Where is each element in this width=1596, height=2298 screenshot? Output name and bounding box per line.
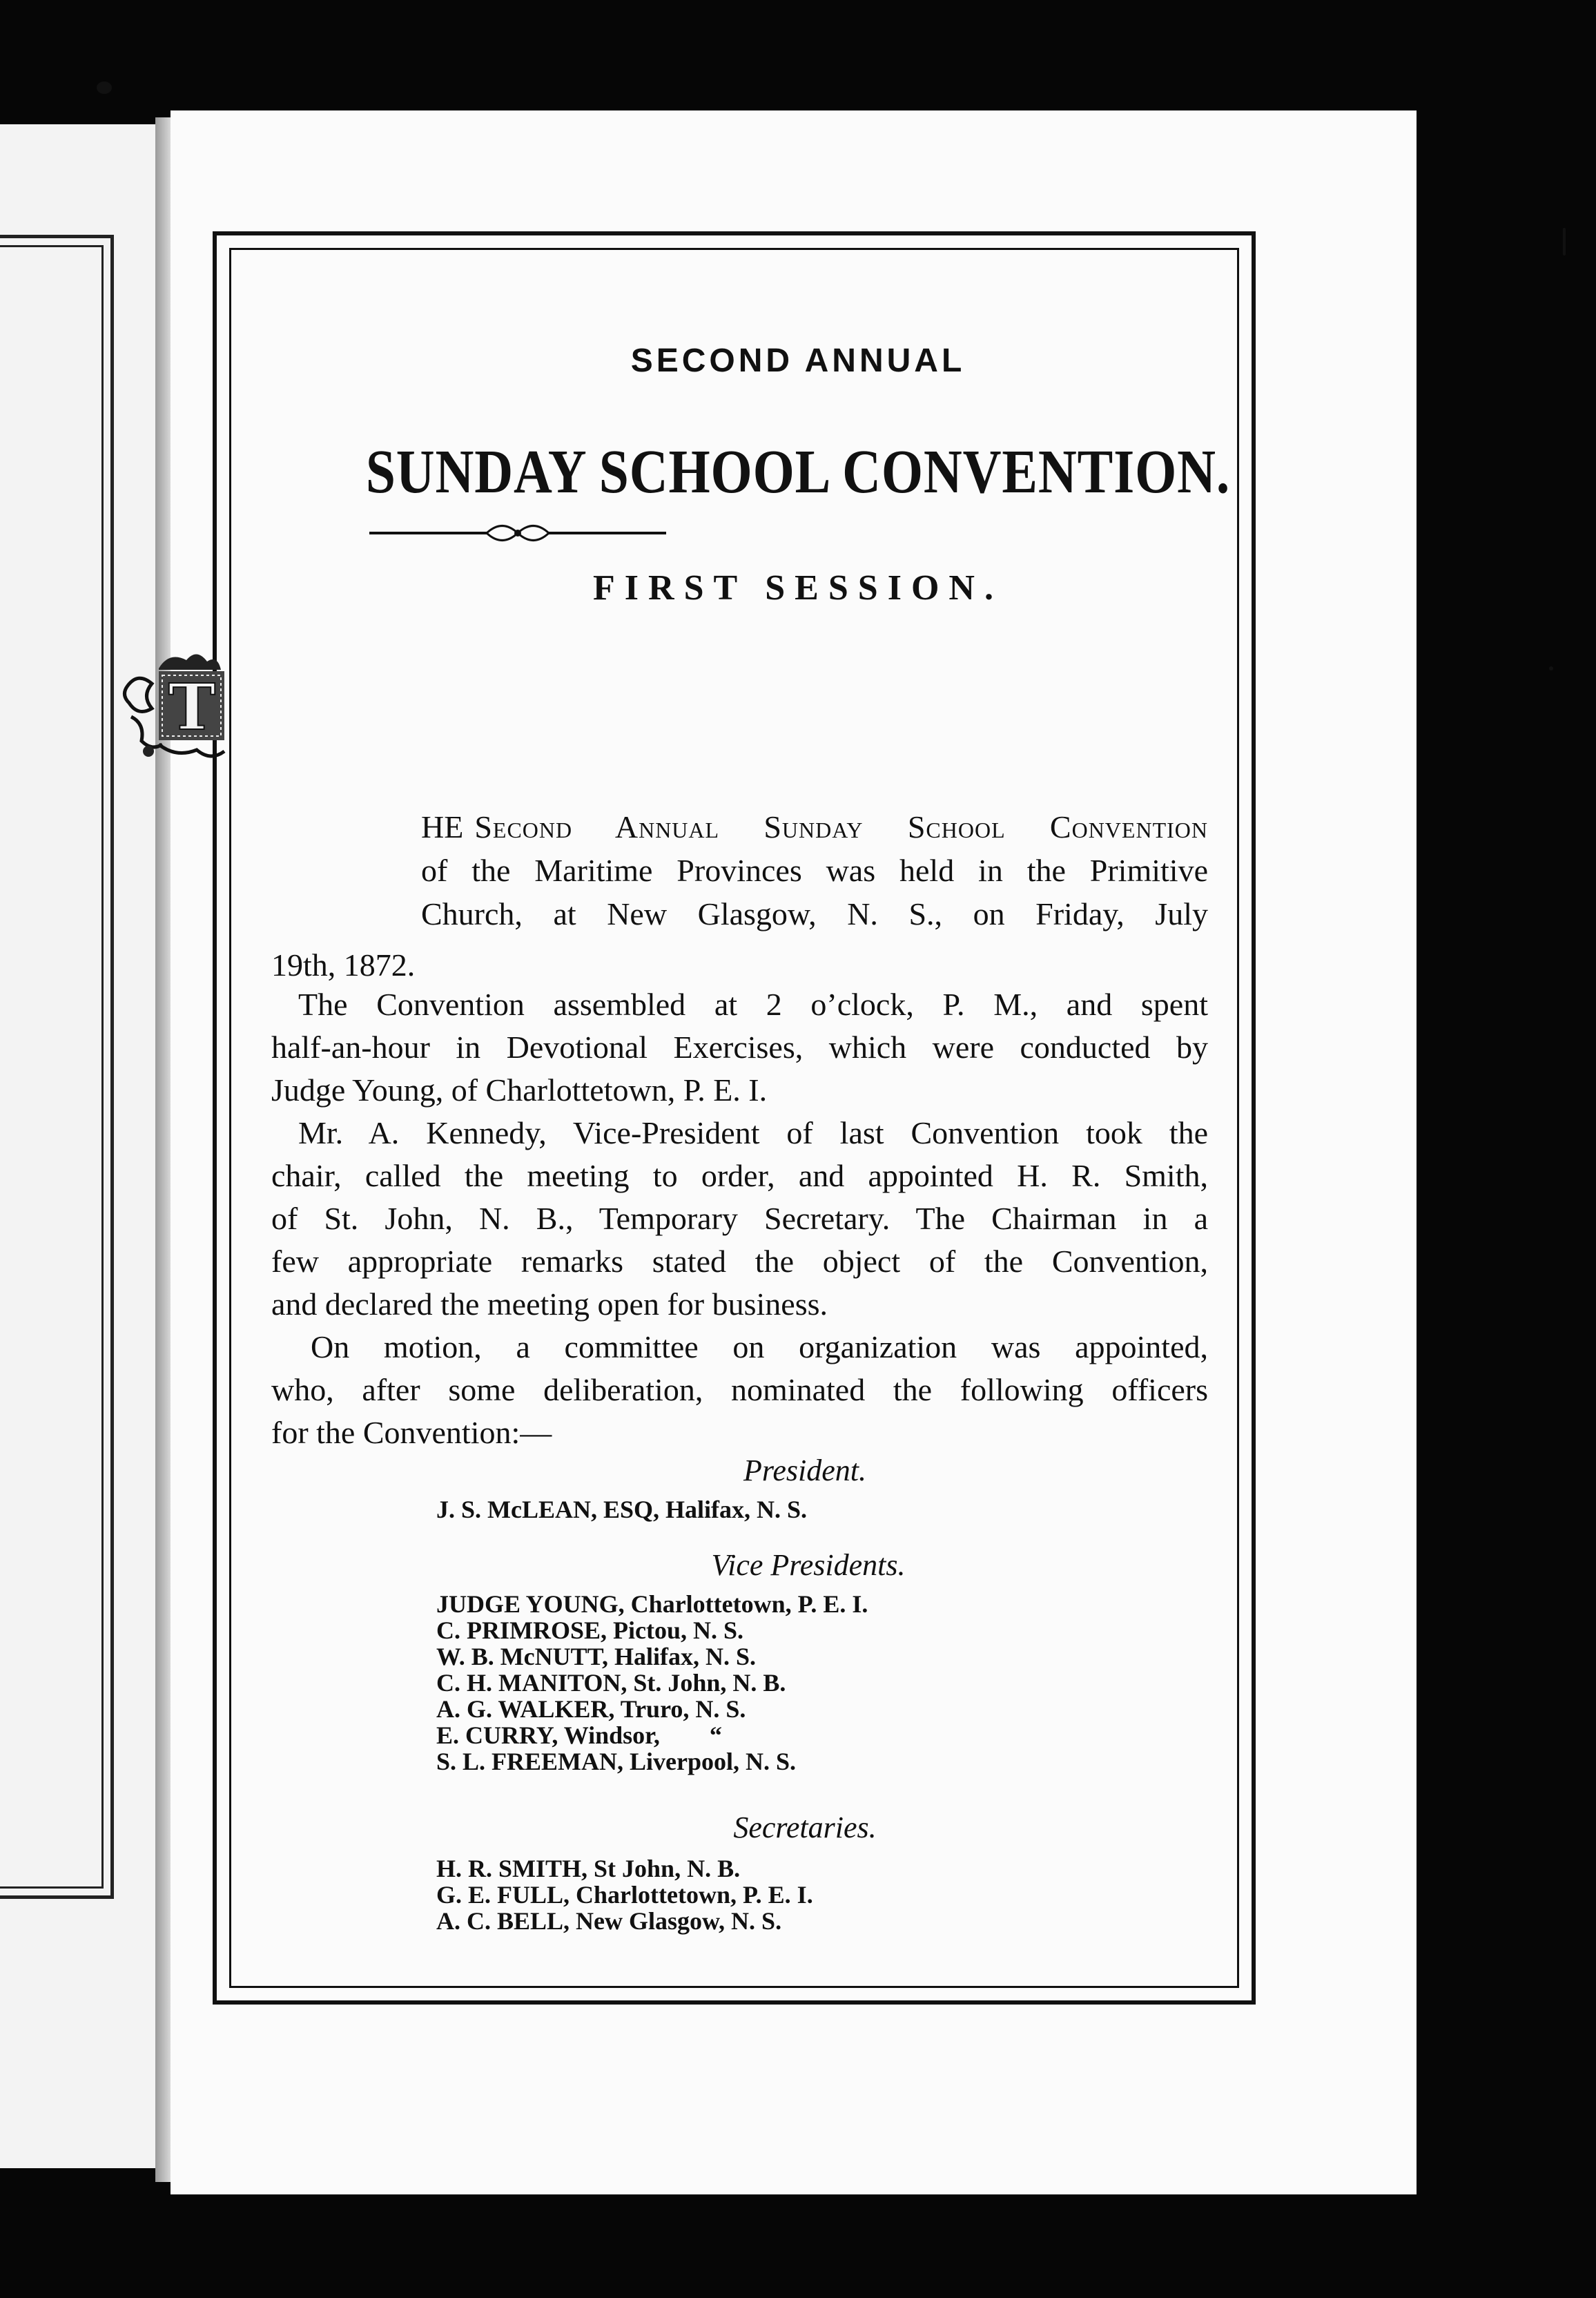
heading-first-session: FIRST SESSION.: [593, 568, 1003, 608]
para2-line3: Judge Young, of Charlottetown, P. E. I.: [271, 1072, 768, 1108]
para1-line4: 19th, 1872.: [271, 947, 416, 983]
para2-line2: half-an-hour in Devotional Exercises, which were conducted by: [271, 1030, 1208, 1065]
president-name: J. S. McLEAN, ESQ, Halifax, N. S.: [436, 1496, 808, 1523]
secretary-1: H. R. SMITH, St John, N. B.: [436, 1855, 741, 1882]
drop-cap-letter: T: [168, 670, 216, 744]
secretary-3: A. C. BELL, New Glasgow, N. S.: [436, 1907, 782, 1935]
para2-line1: The Convention assembled at 2 o’clock, P. M., and spent: [298, 987, 1208, 1022]
heading-title: SUNDAY SCHOOL CONVENTION.: [365, 438, 1231, 506]
para3-line1: Mr. A. Kennedy, Vice-President of last Convention took the: [298, 1115, 1208, 1150]
vice-president-1: JUDGE YOUNG, Charlottetown, P. E. I.: [436, 1590, 868, 1618]
heading-second-annual: SECOND ANNUAL: [630, 342, 966, 379]
secretaries-heading: Secretaries.: [733, 1811, 877, 1844]
ornamental-drop-cap-image: [121, 648, 242, 765]
vice-president-7: S. L. FREEMAN, Liverpool, N. S.: [436, 1748, 797, 1775]
vice-president-6: E. CURRY, Windsor, “: [436, 1721, 722, 1749]
para3-line4: few appropriate remarks stated the object of the Convention,: [271, 1244, 1208, 1279]
para1-line1: [421, 811, 1208, 843]
para1-he: HE: [421, 809, 464, 844]
para1-line2: of the Maritime Provinces was held in the Primitive: [421, 853, 1208, 888]
vice-presidents-heading: Vice Presidents.: [711, 1548, 906, 1582]
vice-president-2: C. PRIMROSE, Pictou, N. S.: [436, 1616, 744, 1644]
para1-line3: Church, at New Glasgow, N. S., on Friday, July: [421, 896, 1208, 931]
vice-president-3: W. B. McNUTT, Halifax, N. S.: [436, 1643, 757, 1670]
vice-president-4: C. H. MANITON, St. John, N. B.: [436, 1669, 786, 1697]
ornament-divider: [369, 518, 666, 548]
para1-smallcaps: Second Annual Sunday School Convention: [474, 809, 1208, 844]
para4-line2: who, after some deliberation, nominated the following officers: [271, 1372, 1208, 1407]
secretary-2: G. E. FULL, Charlottetown, P. E. I.: [436, 1881, 813, 1909]
para3-line2: chair, called the meeting to order, and appointed H. R. Smith,: [271, 1158, 1208, 1193]
para4-line3: for the Convention:—: [271, 1415, 552, 1450]
president-heading: President.: [743, 1454, 866, 1487]
vice-president-5: A. G. WALKER, Truro, N. S.: [436, 1695, 746, 1723]
para3-line5: and declared the meeting open for business.: [271, 1286, 828, 1322]
para3-line3: of St. John, N. B., Temporary Secretary. The Chairman in a: [271, 1201, 1208, 1236]
para4-line1: On motion, a committee on organization was appointed,: [311, 1329, 1208, 1364]
